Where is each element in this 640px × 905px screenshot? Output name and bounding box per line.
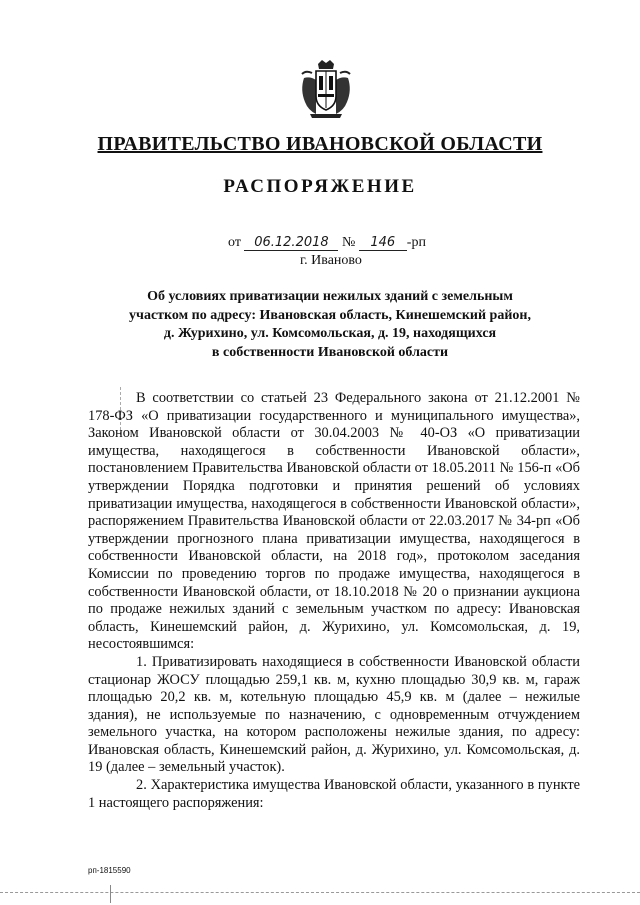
document-type: РАСПОРЯЖЕНИЕ: [223, 176, 417, 197]
preamble-paragraph: В соответствии со статьей 23 Федерального закона от 21.12.2001 № 178-ФЗ «О приватизации государственного и муниципального имущества», Законом Ивановской области от 30.04.2003 № 40-ОЗ «О приватизации имущества, находящегося в собственности Ивановской области», постановлением Правительства Ивановской области от 18.05.2011 № 156-п «Об утверждении Порядка подготовки и принятия решений об условиях приватизации имущества, находящегося в собственности Ивановской области», распоряжением Правительства Ивановской области от 22.03.2017 № 34-рп «Об утверждении прогнозного плана приватизации имущества, находящегося в собственности Ивановской области, на 2018 год», протоколом заседания Комиссии по проведению торгов по продаже имущества, находящегося в собственности Ивановской области, от 18.10.2018 № 20 о признании аукциона по продаже нежилых зданий с земельным участком по адресу: Ивановская область, Кинешемский район, д. Журихино, ул. Комсомольская, д. 19, несостоявшимся:: [88, 390, 580, 653]
scan-edge-mark: [110, 885, 114, 903]
number-suffix: -рп: [406, 235, 426, 250]
ivanovo-coat-of-arms-icon: [296, 58, 356, 120]
document-body: [88, 390, 580, 812]
government-title: ПРАВИТЕЛЬСТВО ИВАНОВСКОЙ ОБЛАСТИ: [97, 133, 543, 155]
subject-line: д. Журихино, ул. Комсомольская, д. 19, находящихся: [163, 326, 497, 341]
subject-line: в собственности Ивановской области: [211, 344, 449, 360]
clause-paragraph-1: 1. Приватизировать находящиеся в собственности Ивановской области стационар ЖОСУ площадью 259,1 кв. м, кухню площадью 30,9 кв. м, гараж площадью 20,2 кв. м, котельную площадью 45,9 кв. м (далее – нежилые здания), не используемые по назначению, с одновременным отчуждением земельного участка, на котором расположены нежилые здания, по адресу: Ивановская область, Кинешемский район, д. Журихино, ул. Комсомольская, д. 19 (далее – земельный участок).: [88, 653, 580, 776]
document-reference: [228, 235, 426, 251]
date-label: от: [228, 235, 241, 250]
scan-edge-line: [0, 892, 640, 894]
subject-line: Об условиях приватизации нежилых зданий с земельным: [147, 289, 513, 304]
document-number: 146: [359, 236, 407, 251]
document-date: 06.12.2018: [244, 236, 338, 251]
clause-paragraph-2: 2. Характеристика имущества Ивановской области, указанного в пункте 1 настоящего распоряжения:: [88, 777, 580, 811]
number-label: №: [341, 235, 356, 250]
document-subject: [120, 288, 540, 362]
city: г. Иваново: [300, 253, 362, 268]
footer-document-code: рп-1815590: [88, 866, 131, 875]
subject-line: участком по адресу: Ивановская область, Кинешемский район,: [129, 307, 531, 323]
